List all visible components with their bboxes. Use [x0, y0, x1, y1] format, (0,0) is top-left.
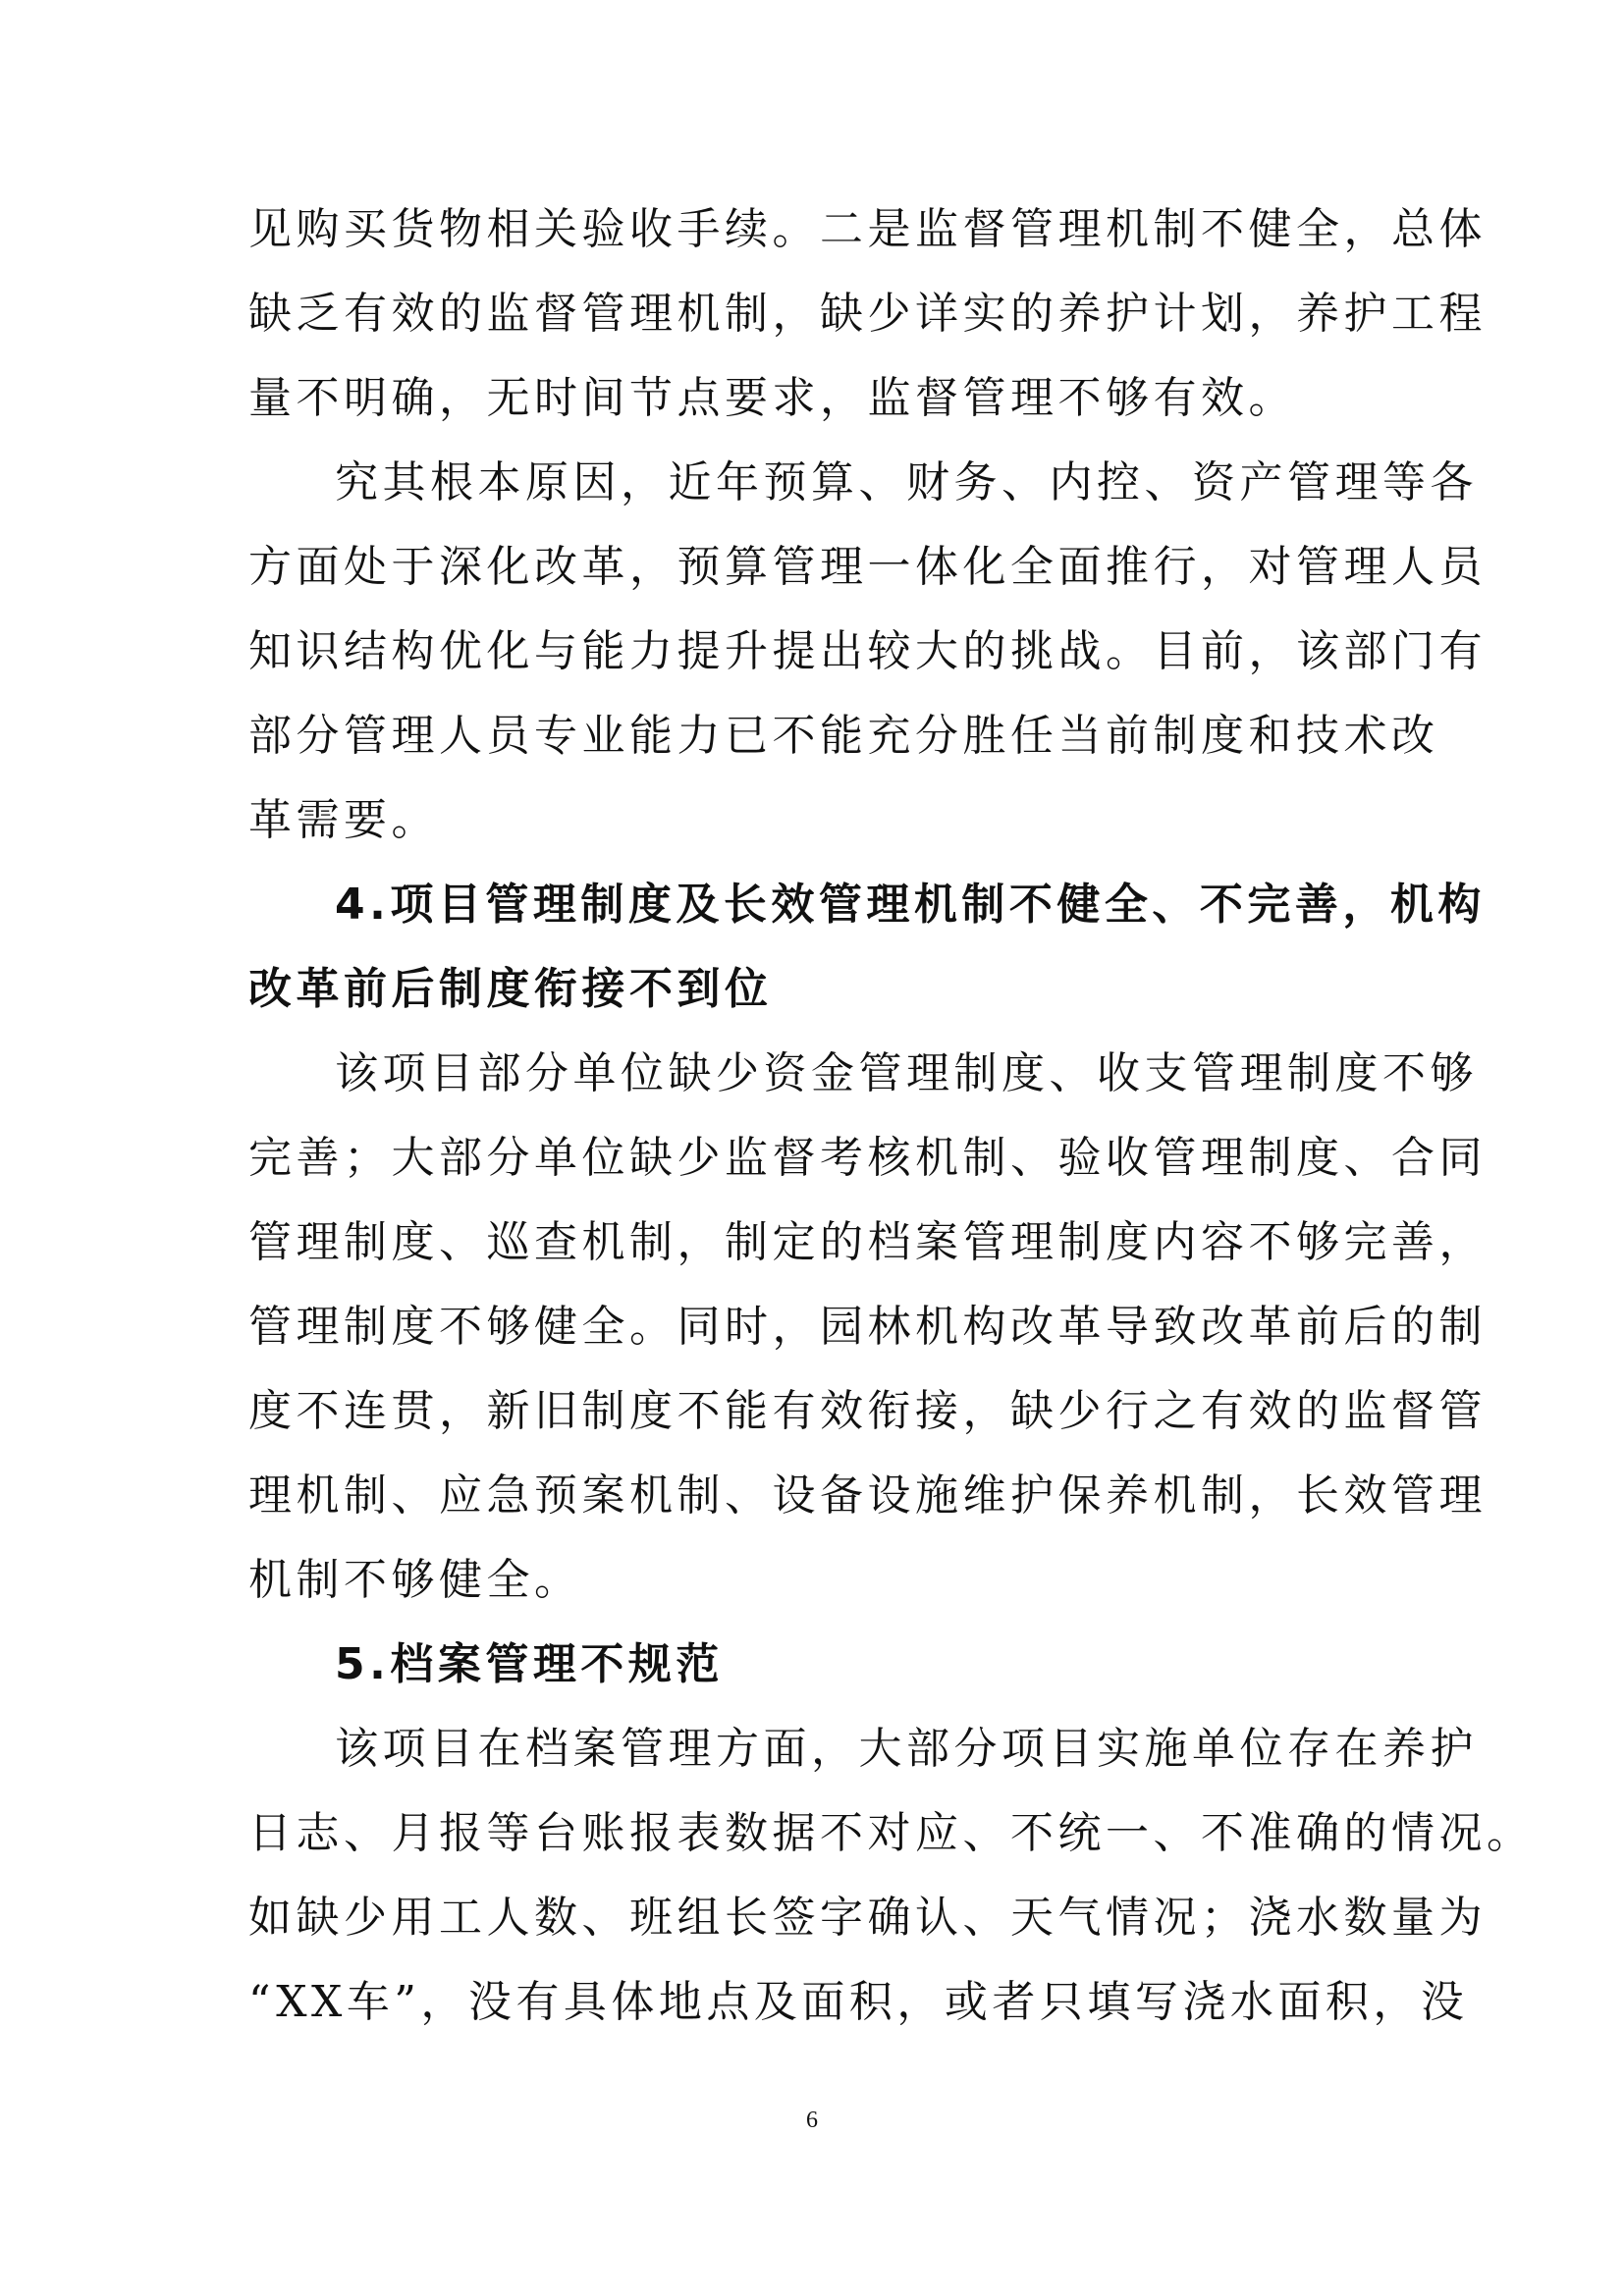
paragraph-line: 管理制度、巡查机制，制定的档案管理制度内容不够完善，	[248, 1217, 1487, 1267]
paragraph-line: 知识结构优化与能力提升提出较大的挑战。目前，该部门有	[248, 626, 1487, 676]
paragraph-line: 该项目在档案管理方面，大部分项目实施单位存在养护	[335, 1724, 1478, 1774]
page-number: 6	[806, 2108, 818, 2133]
paragraph-line: 见购买货物相关验收手续。二是监督管理机制不健全，总体	[248, 204, 1487, 254]
paragraph-line: 如缺少用工人数、班组长签字确认、天气情况；浇水数量为	[248, 1893, 1487, 1943]
paragraph-line: 部分管理人员专业能力已不能充分胜任当前制度和技术改	[248, 711, 1439, 761]
paragraph-line: 革需要。	[248, 795, 439, 845]
section-heading: 5.档案管理不规范	[335, 1639, 724, 1689]
section-heading: 改革前后制度衔接不到位	[248, 964, 773, 1014]
section-heading: 4.项目管理制度及长效管理机制不健全、不完善，机构	[335, 880, 1486, 930]
paragraph-line: 方面处于深化改革，预算管理一体化全面推行，对管理人员	[248, 542, 1487, 592]
paragraph-line: 日志、月报等台账报表数据不对应、不统一、不准确的情况。	[248, 1808, 1535, 1858]
paragraph-line: 完善；大部分单位缺少监督考核机制、验收管理制度、合同	[248, 1133, 1487, 1183]
paragraph-line: “XX车”，没有具体地点及面积，或者只填写浇水面积，没	[248, 1977, 1469, 2027]
paragraph-line: 该项目部分单位缺少资金管理制度、收支管理制度不够	[335, 1048, 1478, 1098]
paragraph-line: 量不明确，无时间节点要求，监督管理不够有效。	[248, 373, 1296, 423]
paragraph-line: 度不连贯，新旧制度不能有效衔接，缺少行之有效的监督管	[248, 1386, 1487, 1436]
paragraph-line: 理机制、应急预案机制、设备设施维护保养机制，长效管理	[248, 1470, 1487, 1521]
paragraph-line: 机制不够健全。	[248, 1555, 582, 1605]
paragraph-line: 管理制度不够健全。同时，园林机构改革导致改革前后的制	[248, 1302, 1487, 1352]
paragraph-line: 究其根本原因，近年预算、财务、内控、资产管理等各	[335, 457, 1478, 507]
paragraph-line: 缺乏有效的监督管理机制，缺少详实的养护计划，养护工程	[248, 289, 1487, 339]
